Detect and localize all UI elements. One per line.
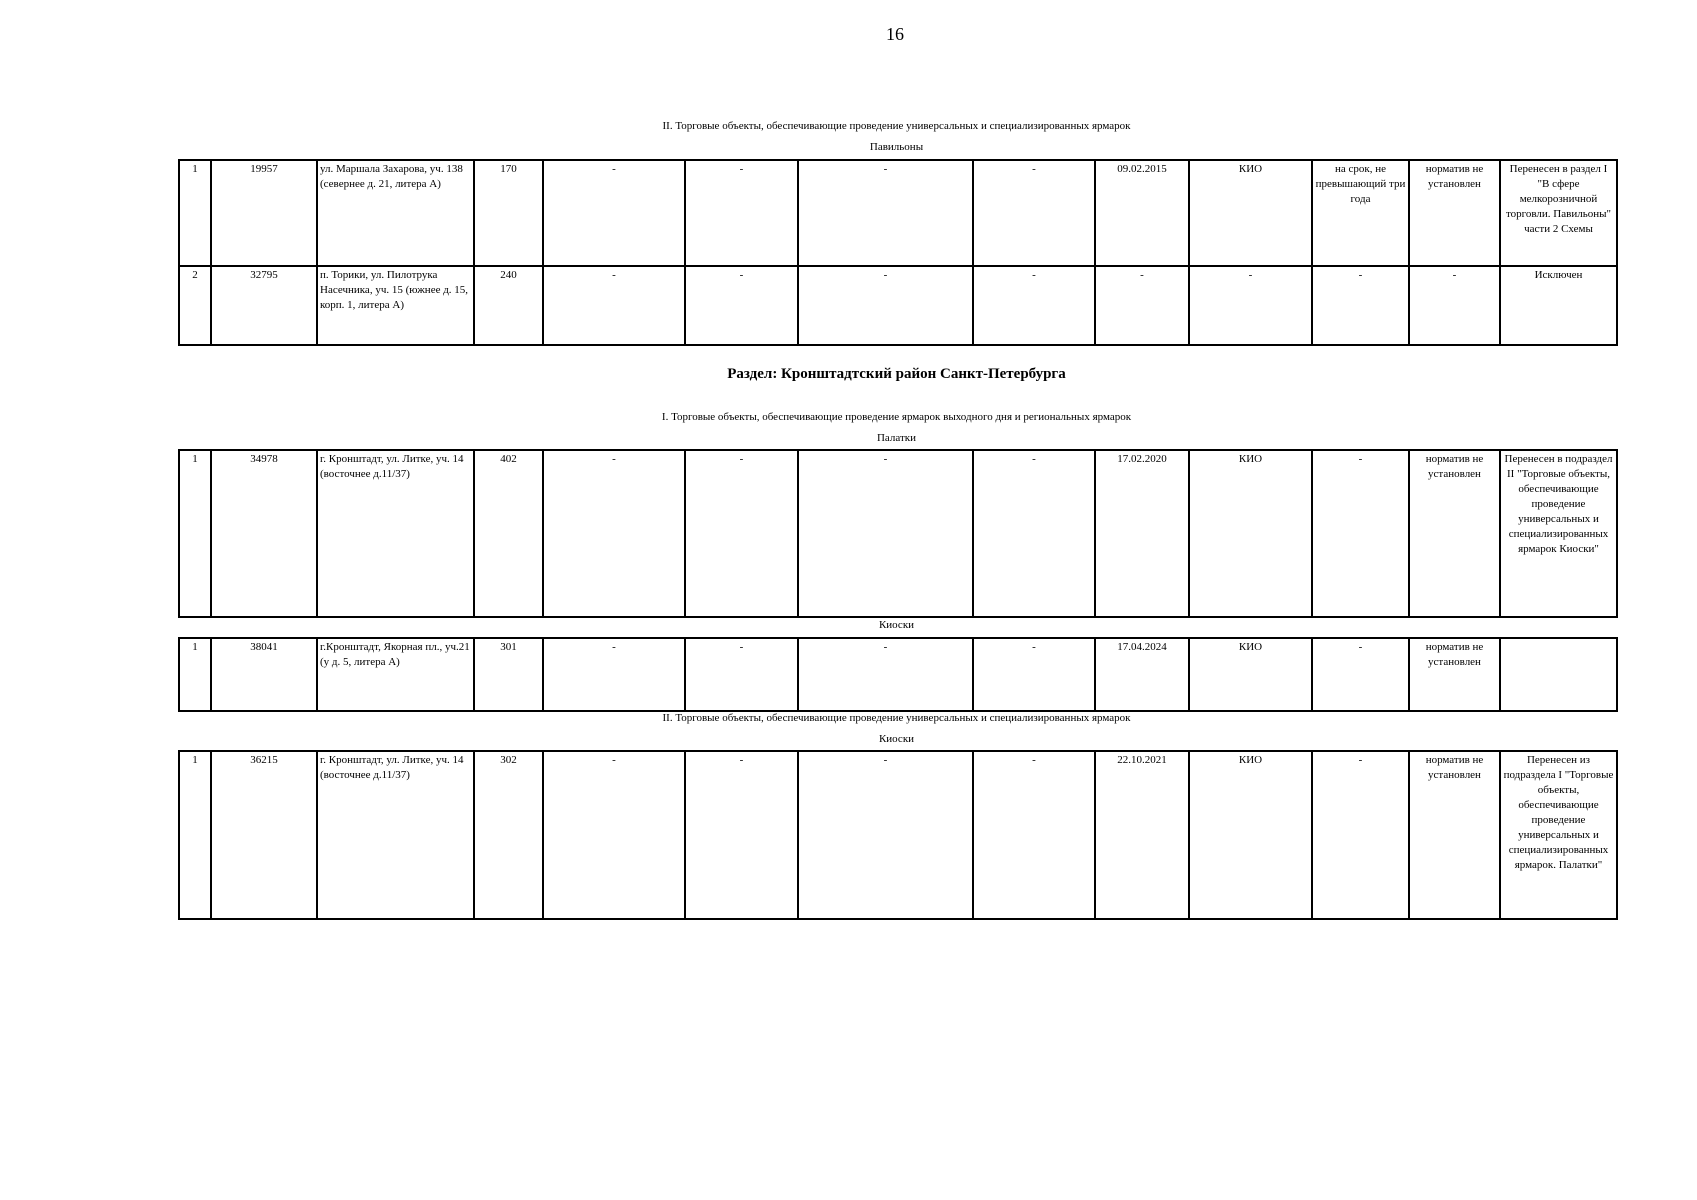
block-subcaption: Павильоны	[869, 141, 924, 153]
objects-table	[178, 750, 1618, 920]
cell-col8: -	[973, 751, 1095, 919]
cell-col5: -	[543, 751, 685, 919]
term-cell: на срок, не превышающий три года	[1312, 160, 1409, 266]
org-cell: КИО	[1189, 751, 1312, 919]
org-cell: КИО	[1189, 450, 1312, 617]
objects-table	[178, 637, 1618, 712]
cell-col7: -	[798, 266, 973, 345]
note-cell: Перенесен в раздел I "В сфере мелкорозничной торговли. Павильоны" части 2 Схемы	[1500, 160, 1617, 266]
objects-table	[178, 449, 1618, 618]
table-row	[179, 160, 1617, 266]
objects-table	[178, 159, 1618, 346]
table-row	[179, 450, 1617, 617]
date-cell: 22.10.2021	[1095, 751, 1189, 919]
address-cell: г. Кронштадт, ул. Литке, уч. 14 (восточнее д.11/37)	[317, 450, 474, 617]
address-cell: г.Кронштадт, Якорная пл., уч.21 (у д. 5, литера А)	[317, 638, 474, 711]
term-cell: -	[1312, 450, 1409, 617]
term-cell: -	[1312, 266, 1409, 345]
row-number: 2	[179, 266, 211, 345]
cell-col8: -	[973, 160, 1095, 266]
cell-col8: -	[973, 266, 1095, 345]
cell-col8: -	[973, 450, 1095, 617]
norm-cell: -	[1409, 266, 1500, 345]
date-cell: 09.02.2015	[1095, 160, 1189, 266]
note-cell: Перенесен в подраздел II "Торговые объекты, обеспечивающие проведение универсальных и специализированных ярмарок Киоски"	[1500, 450, 1617, 617]
area-cell: 240	[474, 266, 543, 345]
page-number: 16	[886, 24, 904, 44]
cell-col7: -	[798, 450, 973, 617]
cell-col7: -	[798, 160, 973, 266]
area-cell: 402	[474, 450, 543, 617]
term-cell: -	[1312, 638, 1409, 711]
object-id: 34978	[211, 450, 317, 617]
cell-col6: -	[685, 638, 798, 711]
note-cell: Перенесен из подраздела I "Торговые объекты, обеспечивающие проведение универсальных и специализированных ярмарок. Палатки"	[1500, 751, 1617, 919]
term-cell: -	[1312, 751, 1409, 919]
area-cell: 301	[474, 638, 543, 711]
row-number: 1	[179, 450, 211, 617]
date-cell: 17.04.2024	[1095, 638, 1189, 711]
cell-col5: -	[543, 638, 685, 711]
org-cell: КИО	[1189, 160, 1312, 266]
block-subcaption: Киоски	[878, 619, 915, 631]
norm-cell: норматив не установлен	[1409, 160, 1500, 266]
cell-col5: -	[543, 450, 685, 617]
object-id: 38041	[211, 638, 317, 711]
area-cell: 170	[474, 160, 543, 266]
note-cell	[1500, 638, 1617, 711]
table-row	[179, 751, 1617, 919]
org-cell: КИО	[1189, 638, 1312, 711]
object-id: 19957	[211, 160, 317, 266]
row-number: 1	[179, 751, 211, 919]
block-caption: II. Торговые объекты, обеспечивающие проведение универсальных и специализированных ярмарок	[662, 120, 1131, 132]
note-cell: Исключен	[1500, 266, 1617, 345]
address-cell: п. Торики, ул. Пилотрука Насечника, уч. 15 (южнее д. 15, корп. 1, литера А)	[317, 266, 474, 345]
area-cell: 302	[474, 751, 543, 919]
cell-col6: -	[685, 160, 798, 266]
org-cell: -	[1189, 266, 1312, 345]
date-cell: 17.02.2020	[1095, 450, 1189, 617]
address-cell: г. Кронштадт, ул. Литке, уч. 14 (восточнее д.11/37)	[317, 751, 474, 919]
date-cell: -	[1095, 266, 1189, 345]
block-caption: I. Торговые объекты, обеспечивающие проведение ярмарок выходного дня и региональных ярмарок	[661, 411, 1132, 423]
cell-col7: -	[798, 751, 973, 919]
norm-cell: норматив не установлен	[1409, 751, 1500, 919]
object-id: 36215	[211, 751, 317, 919]
table-row	[179, 638, 1617, 711]
object-id: 32795	[211, 266, 317, 345]
address-cell: ул. Маршала Захарова, уч. 138 (севернее д. 21, литера А)	[317, 160, 474, 266]
block-caption: II. Торговые объекты, обеспечивающие проведение универсальных и специализированных ярмарок	[662, 712, 1131, 724]
table-row	[179, 266, 1617, 345]
cell-col5: -	[543, 266, 685, 345]
section-title: Раздел: Кронштадтский район Санкт-Петербурга	[727, 366, 1066, 382]
cell-col6: -	[685, 751, 798, 919]
norm-cell: норматив не установлен	[1409, 450, 1500, 617]
cell-col7: -	[798, 638, 973, 711]
norm-cell: норматив не установлен	[1409, 638, 1500, 711]
cell-col6: -	[685, 450, 798, 617]
cell-col8: -	[973, 638, 1095, 711]
row-number: 1	[179, 160, 211, 266]
cell-col6: -	[685, 266, 798, 345]
block-subcaption: Киоски	[878, 733, 915, 745]
cell-col5: -	[543, 160, 685, 266]
block-subcaption: Палатки	[876, 432, 917, 444]
row-number: 1	[179, 638, 211, 711]
